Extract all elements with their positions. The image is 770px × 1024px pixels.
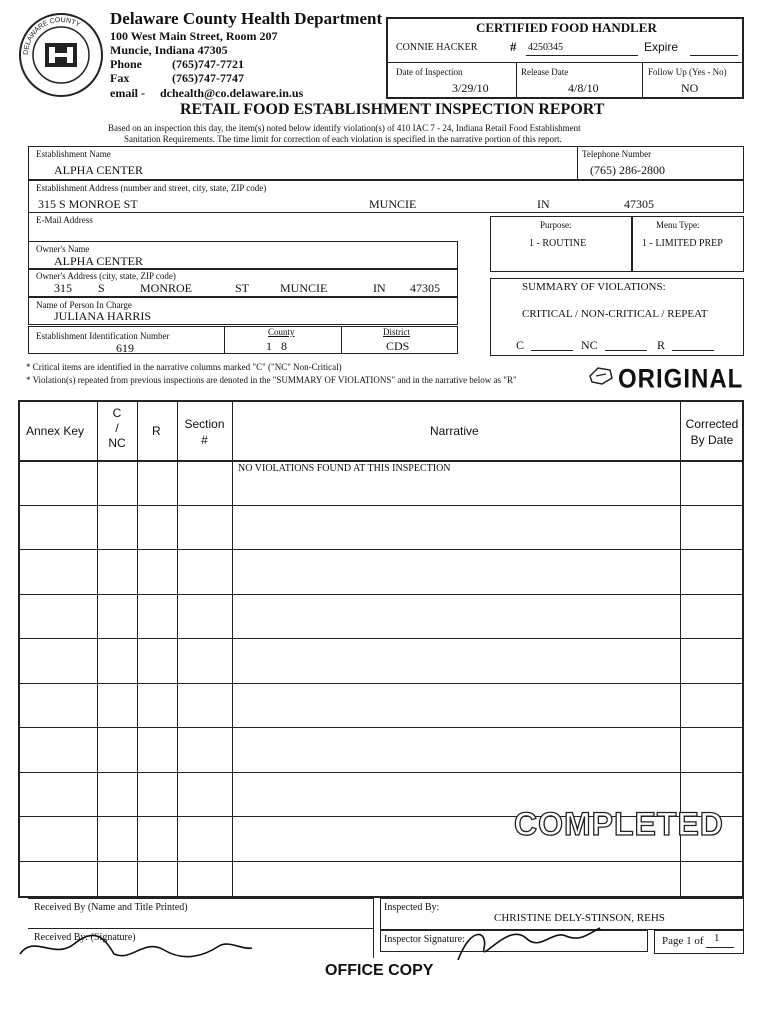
establishment-id-label: Establishment Identification Number: [36, 331, 170, 341]
owner-name-label: Owner's Name: [36, 244, 90, 254]
telephone-number[interactable]: (765) 286-2800: [590, 163, 665, 177]
inspector-signature-label: Inspector Signature:: [384, 934, 465, 945]
page-number-label: Page 1 of: [662, 935, 704, 947]
phone-label: Phone: [110, 57, 143, 71]
owner-address-street[interactable]: MONROE: [140, 281, 193, 295]
establishment-street[interactable]: 315 S MONROE ST: [38, 197, 138, 211]
email-label: email -: [110, 86, 145, 100]
certified-title: CERTIFIED FOOD HANDLER: [476, 20, 657, 35]
inspector-signature[interactable]: [448, 912, 608, 977]
establishment-name-label: Establishment Name: [36, 149, 111, 159]
owner-address-type[interactable]: ST: [235, 281, 250, 295]
purpose-value[interactable]: 1 - ROUTINE: [529, 238, 587, 249]
summary-types: CRITICAL / NON-CRITICAL / REPEAT: [522, 308, 708, 320]
certified-number[interactable]: 4250345: [528, 42, 563, 53]
report-intro-line2: Sanitation Requirements. The time limit for correction of each violation is specified in the narrative portion of this report.: [124, 134, 562, 144]
narrative-row-1[interactable]: NO VIOLATIONS FOUND AT THIS INSPECTION: [238, 463, 451, 474]
summary-c-label: C: [516, 338, 525, 352]
establishment-address-label: Establishment Address (number and street, city, state, ZIP code): [36, 183, 267, 193]
note-repeat: * Violation(s) repeated from previous inspections are denoted in the "SUMMARY OF VIOLATIONS" and in the narrative below as "R": [26, 375, 517, 385]
owner-address-state[interactable]: IN: [373, 281, 386, 295]
establishment-name[interactable]: ALPHA CENTER: [54, 163, 144, 177]
expire-label: Expire: [644, 40, 679, 54]
certified-number-symbol: #: [510, 39, 517, 54]
phone-value: (765)747-7721: [172, 57, 244, 71]
svg-text:DELAWARE COUNTY: DELAWARE COUNTY: [22, 16, 82, 56]
completed-stamp: COMPLETED: [514, 806, 724, 842]
email-address-label: E-Mail Address: [36, 215, 93, 225]
establishment-state[interactable]: IN: [537, 197, 550, 211]
inspector-name[interactable]: CHRISTINE DELY-STINSON, REHS: [494, 912, 665, 924]
report-intro-line1: Based on an inspection this day, the item(s) noted below identify violation(s) of 410 IAC 7 - 24, Indiana Retail Food Establishment: [108, 123, 581, 133]
health-dept-seal: [18, 12, 104, 98]
district-label: District: [383, 327, 410, 337]
agency-address-line2: Muncie, Indiana 47305: [110, 43, 228, 57]
district-value[interactable]: CDS: [386, 339, 410, 353]
fax-label: Fax: [110, 71, 130, 85]
col-corrected-by-date: Corrected By Date: [685, 417, 739, 447]
received-signature[interactable]: [14, 926, 264, 971]
col-section: Section #: [184, 417, 225, 447]
col-r: R: [152, 424, 161, 438]
date-inspection[interactable]: 3/29/10: [452, 81, 489, 95]
owner-address-zip[interactable]: 47305: [410, 281, 440, 295]
col-narrative: Narrative: [430, 424, 479, 438]
agency-name: Delaware County Health Department: [110, 9, 383, 28]
received-signature-label: Received By: (Signature): [34, 932, 136, 943]
col-annex-key: Annex Key: [26, 424, 85, 438]
person-in-charge-label: Name of Person In Charge: [36, 300, 132, 310]
certified-name[interactable]: CONNIE HACKER: [396, 42, 478, 53]
inspected-by-label: Inspected By:: [384, 902, 440, 913]
summary-nc-label: NC: [581, 338, 598, 352]
owner-address-direction[interactable]: S: [98, 281, 105, 295]
owner-address-city[interactable]: MUNCIE: [280, 281, 328, 295]
purpose-label: Purpose:: [540, 220, 572, 230]
follow-up[interactable]: NO: [681, 81, 699, 95]
telephone-label: Telephone Number: [582, 149, 652, 159]
release-date-label: Release Date: [521, 67, 569, 77]
release-date[interactable]: 4/8/10: [568, 81, 599, 95]
summary-title: SUMMARY OF VIOLATIONS:: [522, 281, 666, 293]
owner-address-label: Owner's Address (city, state, ZIP code): [36, 271, 176, 281]
stamp-icon: [588, 364, 614, 391]
original-stamp: ORIGINAL: [618, 364, 744, 395]
page-number-total: 1: [714, 932, 720, 944]
owner-address-number[interactable]: 315: [54, 281, 72, 295]
received-by-label: Received By (Name and Title Printed): [34, 902, 188, 913]
fax-value: (765)747-7747: [172, 71, 244, 85]
person-in-charge[interactable]: JULIANA HARRIS: [54, 309, 152, 323]
report-title: RETAIL FOOD ESTABLISHMENT INSPECTION REPORT: [180, 101, 605, 118]
col-c-nc: C / NC: [108, 406, 126, 450]
email-value: dchealth@co.delaware.in.us: [160, 86, 304, 100]
county-value[interactable]: 1 8: [266, 339, 287, 353]
office-copy: OFFICE COPY: [325, 962, 434, 979]
establishment-city[interactable]: MUNCIE: [369, 197, 417, 211]
summary-r-label: R: [657, 338, 666, 352]
owner-name[interactable]: ALPHA CENTER: [54, 254, 144, 268]
agency-address-line1: 100 West Main Street, Room 207: [110, 29, 278, 43]
establishment-id[interactable]: 619: [116, 341, 134, 355]
date-inspection-label: Date of Inspection: [396, 67, 463, 77]
menu-type-value[interactable]: 1 - LIMITED PREP: [642, 238, 723, 249]
note-critical: * Critical items are identified in the narrative columns marked "C" ("NC" Non-Critical): [26, 362, 342, 372]
county-label: County: [268, 327, 295, 337]
menu-type-label: Menu Type:: [656, 220, 700, 230]
establishment-zip[interactable]: 47305: [624, 197, 654, 211]
follow-up-label: Follow Up (Yes - No): [648, 67, 727, 77]
